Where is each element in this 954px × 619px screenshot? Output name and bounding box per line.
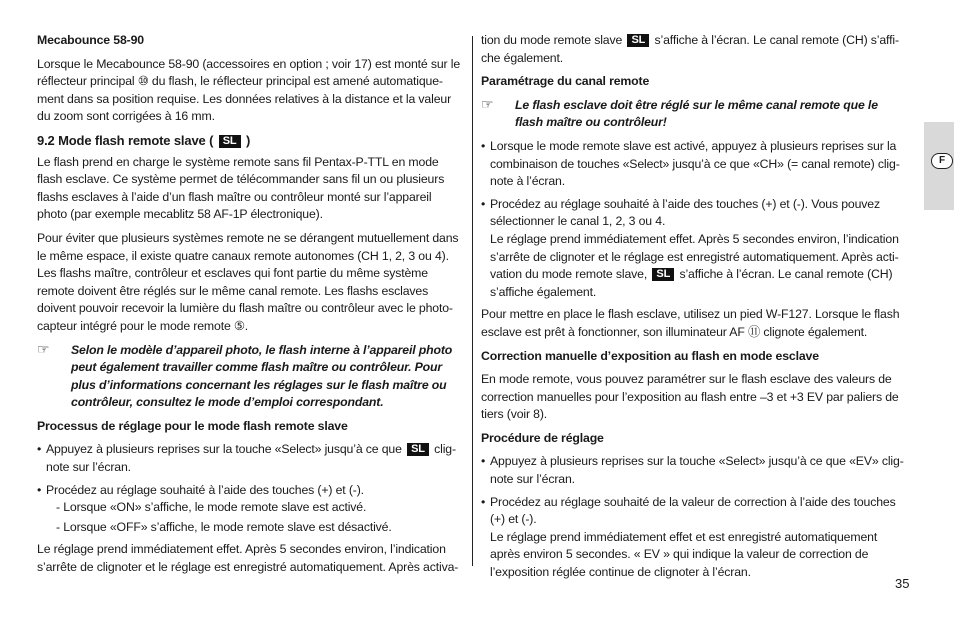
sl-symbol-icon: SL <box>627 34 649 47</box>
heading-mecabounce: Mecabounce 58-90 <box>37 33 144 47</box>
paragraph-channels: Pour éviter que plusieurs systèmes remote ne se dérangent mutuellement dans le même espace, il existe quatre canaux remote autonomes (CH 1, 2, 3 ou 4). Les flashs maître, contrôleur et esclaves qui font partie du même système remote doivent être réglés sur le même canal remote. Les flashs esclaves doivent pouvoir recevoir la lumière du flash maître ou contrôleur avec le photo-capteur intégré pour le mode remote ⑤. <box>37 230 459 333</box>
paragraph-text-cont: s’affiche à l’écran. Le canal remote (CH) s’affiche également. <box>481 33 900 65</box>
continuation-text-end: s’affiche à l’écran. Le canal remote (CH) s’affiche également. <box>490 267 893 299</box>
continuation-text: Le réglage prend immédiatement effet. Après 5 secondes environ, l’indication s’arrête de clignoter et le réglage est enregistré automatiquement. Après activation du mode remote slave, <box>490 231 899 282</box>
heading-remote-slave <box>37 132 462 150</box>
bullet-marker: • <box>481 494 486 509</box>
language-tab <box>924 122 954 210</box>
list-item-text: Lorsque le mode remote slave est activé, appuyez à plusieurs reprises sur la combinaison de touches «Select» jusqu’à ce que «CH» (= canal remote) clignote à l’écran. <box>490 138 900 189</box>
list-item-text-cont <box>490 231 909 301</box>
left-column <box>37 32 462 583</box>
paragraph-slave-stand: Pour mettre en place le flash esclave, utilisez un pied W-F127. Lorsque le flash esclave est prêt à fonctionner, son illuminateur AF ⑪ clignote également. <box>481 307 900 339</box>
note-internal-flash-text: Selon le modèle d’appareil photo, le flash interne à l’appareil photo peut également travailler comme flash maître ou contrôleur. Pour plus d’informations concernant les réglages sur le flash maître ou contrôleur, consultez le mode d’emploi correspondant. <box>71 342 453 410</box>
bullet-marker: • <box>37 482 42 497</box>
paragraph-activation-cont <box>481 32 909 67</box>
list-item-text: Procédez au réglage souhaité à l’aide des touches (+) et (-). Vous pouvez sélectionner le canal 1, 2, 3 ou 4. <box>490 196 880 229</box>
list-item <box>37 441 462 476</box>
list-item-text: Procédez au réglage souhaité de la valeur de correction à l’aide des touches (+) et (-). <box>490 494 896 527</box>
heading-procedure: Procédure de réglage <box>481 430 604 445</box>
paragraph-correction: En mode remote, vous pouvez paramétrer sur le flash esclave des valeurs de correction manuelles pour l’exposition au flash entre –3 et +3 EV par paliers de tiers (voir 8). <box>481 372 899 422</box>
bullet-marker: • <box>481 454 486 469</box>
list-item <box>481 196 909 302</box>
pointing-hand-icon: ☞ <box>481 95 494 112</box>
list-item <box>481 453 909 488</box>
bullet-marker: • <box>481 196 486 211</box>
note-internal-flash <box>37 342 462 412</box>
heading-remote-slave-text: 9.2 Mode flash remote slave ( <box>37 132 214 148</box>
sl-symbol-icon: SL <box>407 443 429 456</box>
list-item-text-cont: Le réglage prend immédiatement effet et est enregistré automatiquement après environ 5 secondes. « EV » qui indique la valeur de correction de l’exposition réglée continue de clignoter à l’écran. <box>490 529 878 580</box>
column-divider <box>472 36 473 566</box>
list-item-text: Appuyez à plusieurs reprises sur la touche «Select» jusqu’à ce que «EV» clignote sur l’écran. <box>490 454 904 487</box>
paragraph-activation: Le réglage prend immédiatement effet. Après 5 secondes environ, l’indication s’arrête de clignoter et le réglage est enregistré automatiquement. Après activa- <box>37 542 459 575</box>
paragraph-mecabounce: Lorsque le Mecabounce 58-90 (accessoires en option ; voir 17) est monté sur le réflecteur principal ⑩ du flash, le réflecteur principal est amené automatiquement dans sa position requise. Les données relatives à la distance et la valeur du zoom sont corrigées à 16 mm. <box>37 56 461 124</box>
sl-symbol-icon: SL <box>652 268 674 281</box>
page-number: 35 <box>895 576 910 591</box>
list-item <box>481 494 909 582</box>
list-item-text: Procédez au réglage souhaité à l’aide des touches (+) et (-). <box>46 482 364 497</box>
heading-manual-correction: Correction manuelle d’exposition au flash en mode esclave <box>481 348 819 363</box>
list-item-text: Appuyez à plusieurs reprises sur la touche «Select» jusqu’à ce que <box>46 442 402 457</box>
pointing-hand-icon: ☞ <box>37 340 50 357</box>
note-same-channel-text: Le flash esclave doit être réglé sur le même canal remote que le flash maître ou contrôleur! <box>515 97 878 130</box>
heading-setting-process: Processus de réglage pour le mode flash remote slave <box>37 418 348 433</box>
bullet-marker: • <box>481 138 486 153</box>
language-badge: F <box>931 153 953 169</box>
note-same-channel <box>481 97 909 132</box>
paragraph-text: tion du mode remote slave <box>481 33 623 47</box>
paragraph-remote-intro: Le flash prend en charge le système remote sans fil Pentax-P-TTL en mode flash esclave. Ce système permet de télécommander sans fil un ou plusieurs flashs esclaves à l’aide d’un flash maître ou contrôleur monté sur l’appareil photo (par exemple mecablitz 58 AF-1P électronique). <box>37 154 445 222</box>
heading-channel-setting: Paramétrage du canal remote <box>481 74 650 89</box>
right-column <box>481 32 909 587</box>
bullet-marker: • <box>37 442 42 457</box>
sl-symbol-icon: SL <box>219 135 241 148</box>
list-item <box>481 138 909 191</box>
sub-item-on: - Lorsque «ON» s’affiche, le mode remote slave est activé. <box>56 500 367 515</box>
list-item <box>37 482 462 537</box>
heading-remote-slave-close: ) <box>245 132 251 148</box>
list-item-text-cont: clignote sur l’écran. <box>46 442 457 475</box>
sub-item-off: - Lorsque «OFF» s’affiche, le mode remote slave est désactivé. <box>56 519 392 534</box>
